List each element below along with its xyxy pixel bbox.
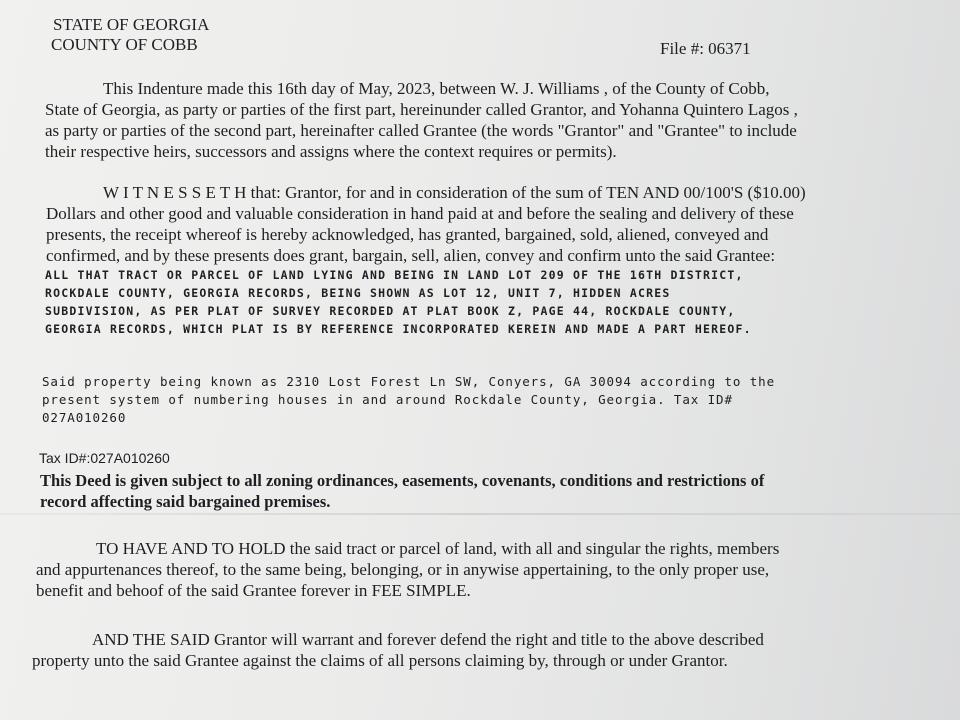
subject-line: This Deed is given subject to all zoning ordinances, easements, covenants, conditions and restrictions of (40, 471, 765, 490)
county-heading: COUNTY OF COBB (51, 35, 198, 54)
habendum-line: TO HAVE AND TO HOLD the said tract or parcel of land, with all and singular the rights, members (96, 539, 780, 558)
legal-line: ROCKDALE COUNTY, GEORGIA RECORDS, BEING SHOWN AS LOT 12, UNIT 7, HIDDEN ACRES (45, 286, 671, 300)
habendum-line: benefit and behoof of the said Grantee forever in FEE SIMPLE. (36, 581, 471, 600)
witnesseth-line: presents, the receipt whereof is hereby acknowledged, has granted, bargained, sold, aliened, conveyed and (46, 225, 769, 244)
warranty-line: AND THE SAID Grantor will warrant and forever defend the right and title to the above described (92, 630, 764, 649)
indenture-paragraph (45, 78, 798, 162)
legal-line: GEORGIA RECORDS, WHICH PLAT IS BY REFERENCE INCORPORATED KEREIN AND MADE A PART HEREOF. (45, 322, 752, 336)
witnesseth-line: W I T N E S S E T H that: Grantor, for and in consideration of the sum of TEN AND 00/100'S ($10.00) (103, 183, 806, 202)
habendum-paragraph (36, 538, 779, 601)
indenture-line: This Indenture made this 16th day of May, 2023, between W. J. Williams , of the County of Cobb, (103, 79, 770, 98)
legal-line: ALL THAT TRACT OR PARCEL OF LAND LYING AND BEING IN LAND LOT 209 OF THE 16TH DISTRICT, (45, 268, 744, 282)
witnesseth-line: confirmed, and by these presents does grant, bargain, sell, alien, convey and confirm unto the said Grantee: (46, 246, 776, 265)
indenture-line: as party or parties of the second part, hereinafter called Grantee (the words "Grantor" and "Grantee" to include (45, 121, 797, 140)
habendum-line: and appurtenances thereof, to the same being, belonging, or in anywise appertaining, to the only proper use, (36, 560, 770, 579)
property-address (42, 373, 775, 427)
tax-id: Tax ID#:027A010260 (39, 450, 170, 466)
legal-description (45, 266, 752, 338)
paper-fold (0, 513, 960, 515)
property-line: Said property being known as 2310 Lost Forest Ln SW, Conyers, GA 30094 according to the (42, 374, 776, 389)
subject-line: record affecting said bargained premises. (40, 492, 331, 511)
state-heading: STATE OF GEORGIA (53, 15, 210, 34)
file-number: File #: 06371 (660, 39, 751, 58)
warranty-line: property unto the said Grantee against the claims of all persons claiming by, through or under Grantor. (32, 651, 728, 670)
indenture-line: their respective heirs, successors and assigns where the context requires or permits). (45, 142, 617, 161)
property-line: present system of numbering houses in and around Rockdale County, Georgia. Tax ID# (42, 392, 733, 407)
witnesseth-paragraph (46, 182, 806, 266)
subject-clause (40, 470, 764, 512)
warranty-paragraph (32, 629, 764, 671)
property-line: 027A010260 (42, 410, 127, 425)
witnesseth-line: Dollars and other good and valuable consideration in hand paid at and before the sealing and delivery of these (46, 204, 794, 223)
indenture-line: State of Georgia, as party or parties of the first part, hereinunder called Grantor, and Yohanna Quintero Lagos , (45, 100, 798, 119)
legal-line: SUBDIVISION, AS PER PLAT OF SURVEY RECORDED AT PLAT BOOK Z, PAGE 44, ROCKDALE COUNTY, (45, 304, 736, 318)
